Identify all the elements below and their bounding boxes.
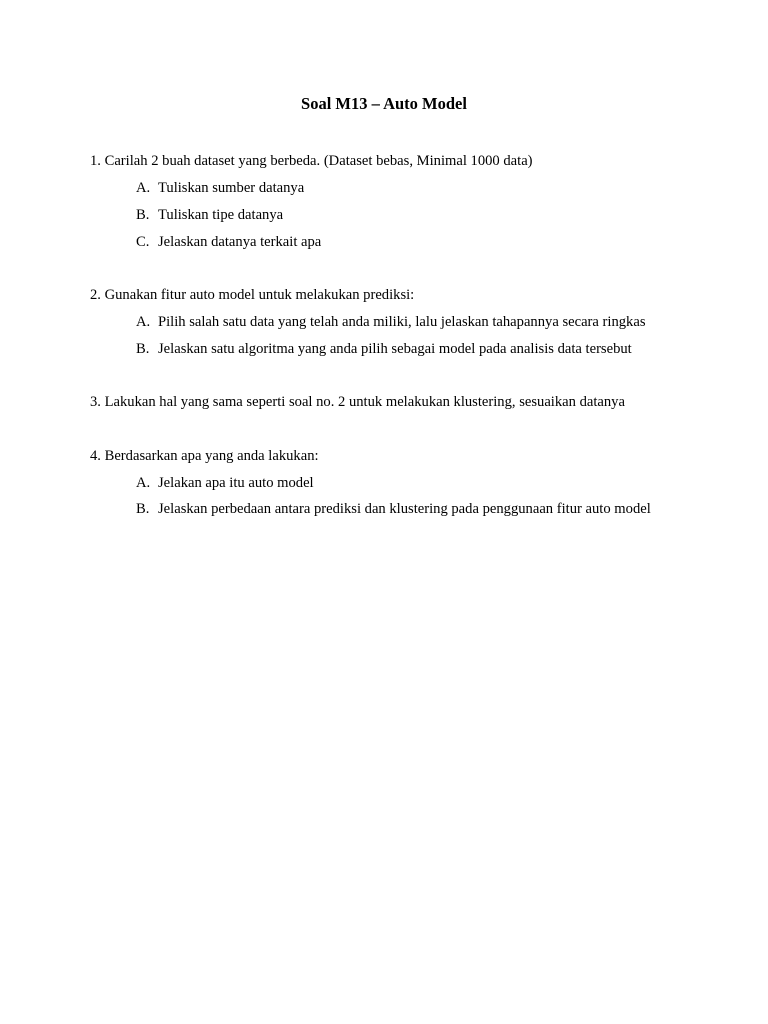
item-text: Pilih salah satu data yang telah anda miliki, lalu jelaskan tahapannya secara ringkas	[158, 314, 646, 330]
item-marker: B.	[136, 341, 150, 357]
question-1-item-a	[136, 178, 304, 198]
item-text: Jelaskan perbedaan antara prediksi dan klustering pada penggunaan fitur auto model	[158, 501, 651, 517]
item-marker: A.	[136, 180, 151, 196]
page-title: Soal M13 – Auto Model	[301, 94, 467, 113]
item-text: Tuliskan tipe datanya	[158, 207, 284, 223]
question-2-item-b	[136, 339, 632, 359]
item-marker: A.	[136, 475, 151, 491]
item-text: Tuliskan sumber datanya	[158, 180, 305, 196]
question-3: 3. Lakukan hal yang sama seperti soal no. 2 untuk melakukan klustering, sesuaikan datanya	[90, 394, 625, 410]
item-marker: C.	[136, 234, 150, 250]
question-2: 2. Gunakan fitur auto model untuk melakukan prediksi:	[90, 287, 415, 303]
question-4-item-b	[136, 499, 651, 519]
item-text: Jelaskan satu algoritma yang anda pilih sebagai model pada analisis data tersebut	[158, 341, 632, 357]
item-marker: B.	[136, 501, 150, 517]
item-text: Jelaskan datanya terkait apa	[158, 234, 322, 250]
question-1: 1. Carilah 2 buah dataset yang berbeda. (Dataset bebas, Minimal 1000 data)	[90, 153, 533, 169]
question-4-item-a	[136, 473, 314, 493]
question-2-item-a	[136, 312, 646, 332]
question-1-item-c	[136, 232, 321, 252]
item-text: Jelakan apa itu auto model	[158, 475, 314, 491]
item-marker: A.	[136, 314, 151, 330]
item-marker: B.	[136, 207, 150, 223]
question-1-item-b	[136, 205, 283, 225]
question-4: 4. Berdasarkan apa yang anda lakukan:	[90, 448, 319, 464]
